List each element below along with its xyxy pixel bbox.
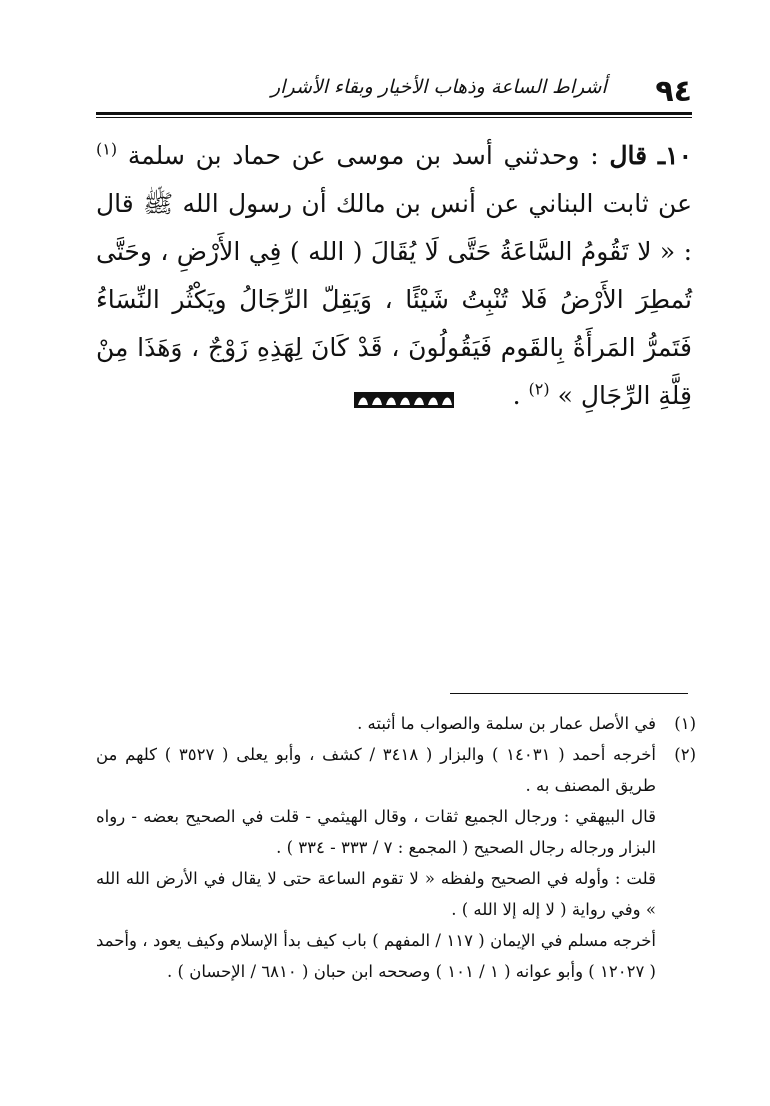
footnote-2-paragraph-3: قلت : وأوله في الصحيح ولفظه « لا تقوم الساعة حتى لا يقال في الأرض الله الله » وفي رواية ( لا إله إلا الله ) . xyxy=(96,869,656,919)
footnotes xyxy=(96,708,696,987)
section-ornament xyxy=(354,392,454,408)
footnote-2-paragraph-4: أخرجه مسلم في الإيمان ( ١١٧ / المفهم ) باب كيف بدأ الإسلام وكيف يعود ، وأحمد ( ١٢٠٢٧ ) وأبو عوانه ( ١ / ١٠١ ) وصححه ابن حبان ( ٦٨١٠ / الإحسان ) . xyxy=(96,931,656,981)
footnote-1-number: (١) xyxy=(674,714,696,733)
footnote-2-paragraph-2: قال البيهقي : ورجال الجميع ثقات ، وقال الهيثمي - قلت في الصحيح بعضه - رواه البزار ورجاله رجال الصحيح ( المجمع : ٧ / ٣٣٣ - ٣٣٤ ) . xyxy=(96,807,656,857)
footnote-2-text: أخرجه أحمد ( ١٤٠٣١ ) والبزار ( ٣٤١٨ / كشف ، وأبو يعلى ( ٣٥٢٧ ) كلهم من طريق المصنف به . xyxy=(96,745,656,795)
footnote-2 xyxy=(96,739,696,801)
header-rule xyxy=(96,112,692,115)
footnote-ref-2: (٢) xyxy=(528,379,550,399)
footnote-separator xyxy=(450,693,688,694)
header-rule-thin xyxy=(96,117,692,118)
footnote-1 xyxy=(96,708,696,739)
hadith-text xyxy=(96,132,692,420)
footnote-1-text: في الأصل عمار بن سلمة والصواب ما أثبته . xyxy=(357,714,656,733)
hadith-text-end: . xyxy=(512,381,521,410)
hadith-text-part1: : وحدثني أسد بن موسى عن حماد بن سلمة xyxy=(127,141,599,170)
hadith-opening-word: قال xyxy=(609,141,648,170)
footnote-ref-1: (١) xyxy=(96,139,118,159)
hadith-text-part2: عن ثابت البناني عن أنس بن مالك أن رسول الله ﷺ قال : « لا تَقُومُ السَّاعَةُ حَتَّى لَا يُقَالَ ( الله ) فِي الأَرْضِ ، وحَتَّى تُمطِرَ الأَرْضُ فَلا تُنْبِتُ شَيْئًا ، وَيَقِلّ الرِّجَالُ ويَكْثُر النِّسَاءُ فَتَمرُّ المَرأَةُ بِالقَوم فَيَقُولُونَ ، قَدْ كَانَ لِهَذِهِ زَوْجٌ ، وَهَذَا مِنْ قِلَّةِ الرِّجَالِ » xyxy=(96,189,692,410)
hadith-number: ١٠ـ xyxy=(657,141,693,170)
footnote-2-number: (٢) xyxy=(674,745,696,764)
page-number: ٩٤ xyxy=(655,74,692,109)
running-title: أشراط الساعة وذهاب الأخيار وبقاء الأشرار xyxy=(271,76,607,98)
page-header xyxy=(96,68,692,112)
